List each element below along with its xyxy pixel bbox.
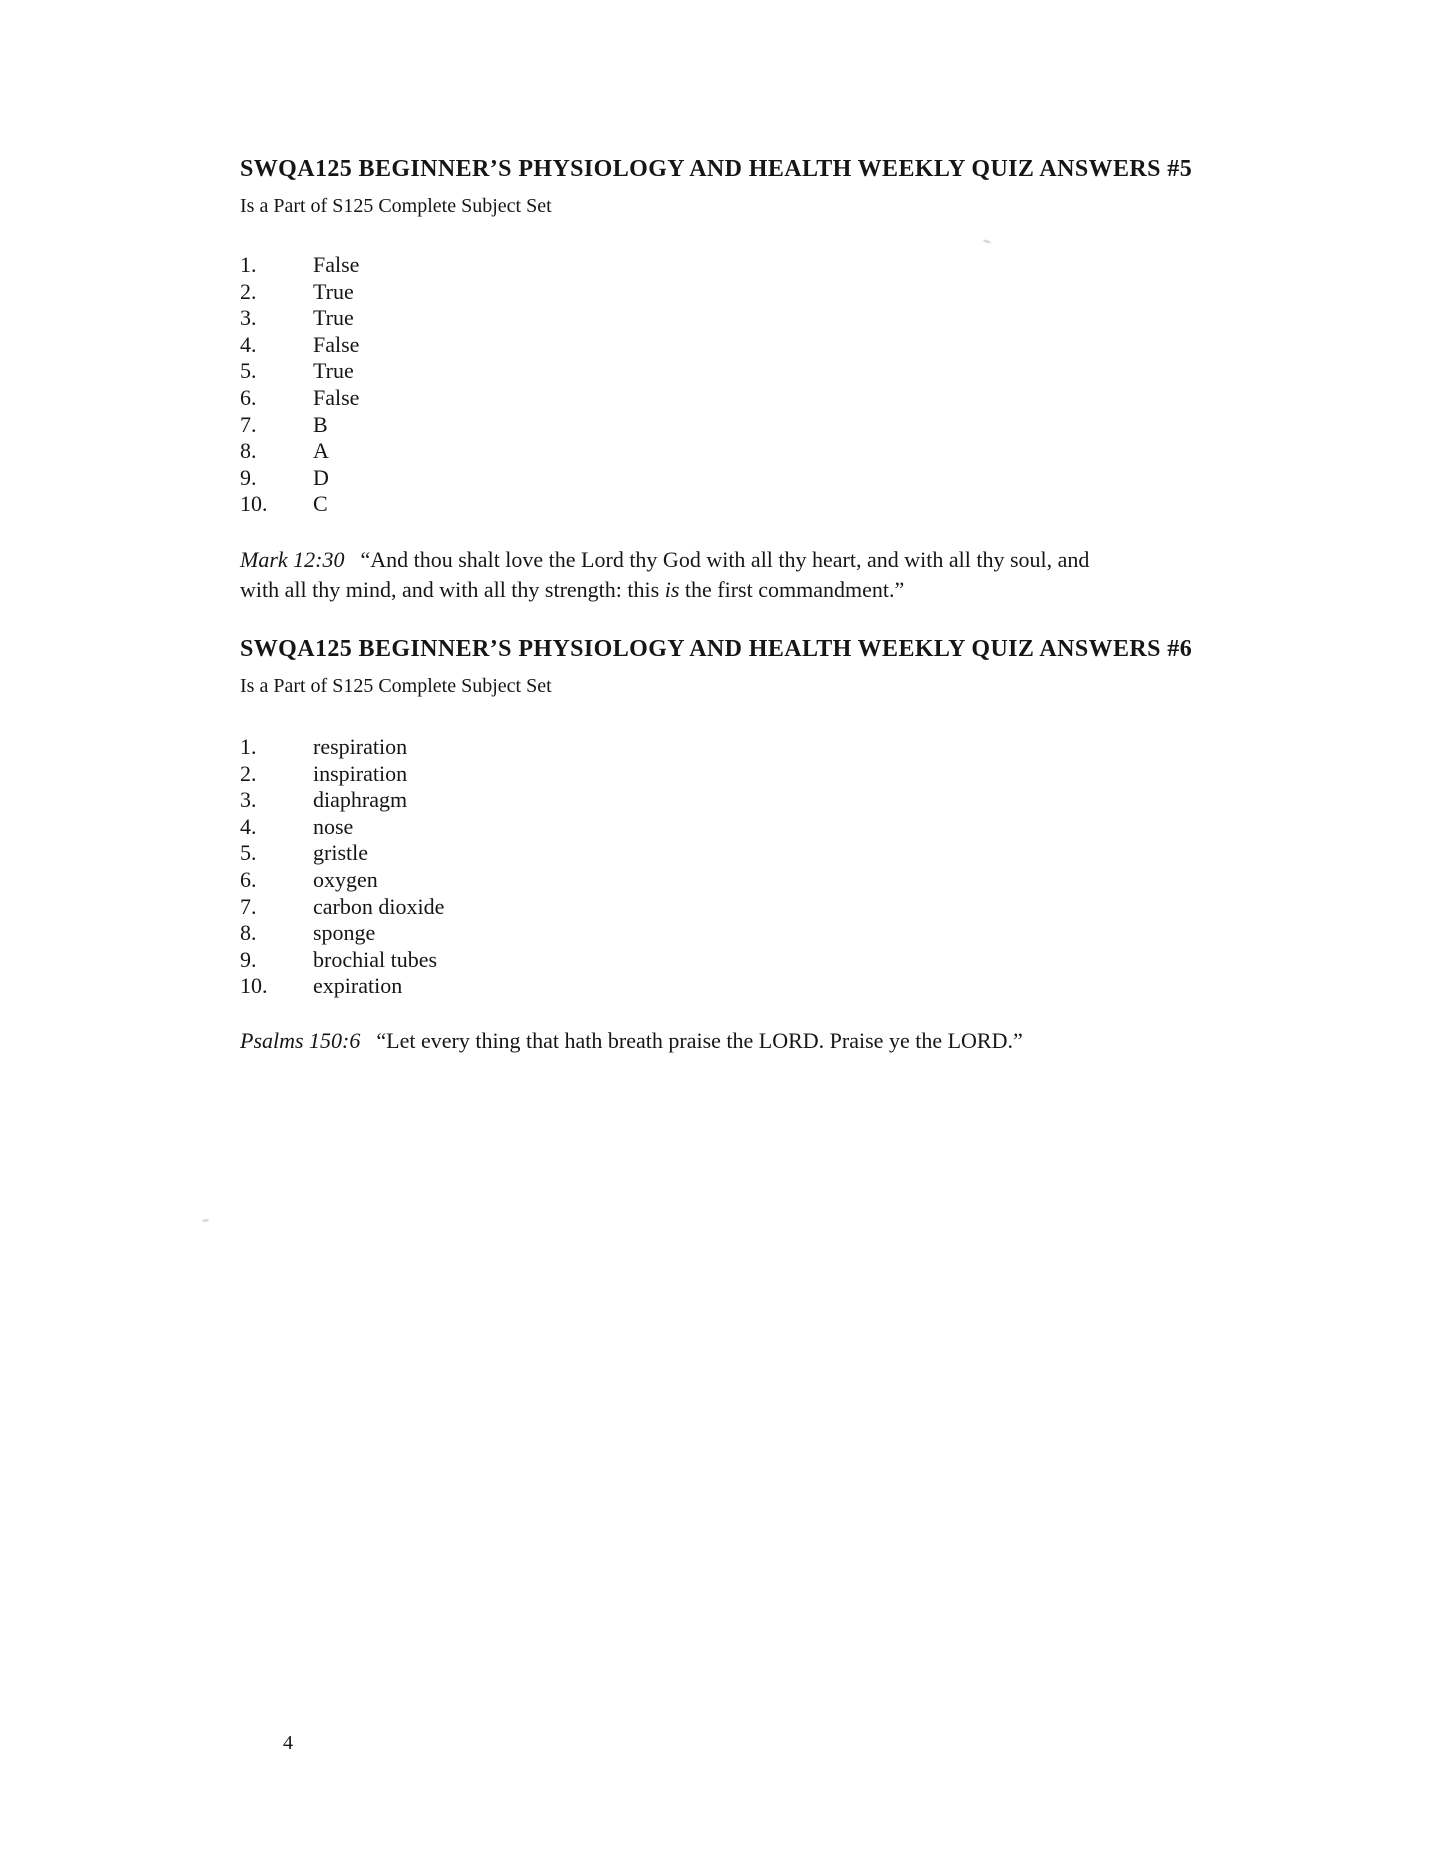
answer-row xyxy=(240,840,444,867)
answer-row xyxy=(240,973,444,1000)
answer-text: False xyxy=(313,331,360,357)
section-1-header xyxy=(240,155,1192,218)
answer-number: 7. xyxy=(240,893,257,919)
answer-text: True xyxy=(313,305,354,331)
answer-row xyxy=(240,734,444,761)
answer-text: oxygen xyxy=(313,866,378,892)
answer-row xyxy=(240,465,359,492)
answer-text: diaphragm xyxy=(313,787,408,813)
section-2-title: SWQA125 BEGINNER’S PHYSIOLOGY AND HEALTH WEEKLY QUIZ ANSWERS #6 xyxy=(240,636,1193,662)
answer-text: A xyxy=(313,438,329,464)
answer-number: 7. xyxy=(240,411,257,437)
answer-row xyxy=(240,305,359,332)
verse-reference: Psalms 150:6 xyxy=(240,1028,361,1053)
answer-row xyxy=(240,358,359,385)
section-2-answer-list xyxy=(240,734,444,1000)
answer-number: 10. xyxy=(240,973,268,999)
answer-row xyxy=(240,867,444,894)
answer-row xyxy=(240,761,444,788)
answer-row xyxy=(240,412,359,439)
answer-number: 2. xyxy=(240,760,257,786)
answer-text: nose xyxy=(313,813,354,839)
answer-number: 4. xyxy=(240,331,257,357)
answer-text: False xyxy=(313,252,360,277)
verse-text-line2-end: the first commandment.” xyxy=(679,577,905,602)
answer-row xyxy=(240,385,359,412)
answer-number: 3. xyxy=(240,787,257,813)
answer-text: sponge xyxy=(313,920,376,946)
answer-text: D xyxy=(313,464,329,490)
answer-text: expiration xyxy=(313,973,403,999)
answer-number: 9. xyxy=(240,464,257,490)
answer-row xyxy=(240,814,444,841)
answer-number: 3. xyxy=(240,305,257,331)
section-1-title: SWQA125 BEGINNER’S PHYSIOLOGY AND HEALTH WEEKLY QUIZ ANSWERS #5 xyxy=(240,156,1193,182)
verse-text-line2: with all thy mind, and with all thy strength: this xyxy=(240,577,665,602)
verse-psalms-150-6 xyxy=(240,1026,1170,1056)
section-1-subtitle: Is a Part of S125 Complete Subject Set xyxy=(240,195,552,217)
answer-number: 6. xyxy=(240,866,257,892)
answer-row xyxy=(240,787,444,814)
answer-text: inspiration xyxy=(313,760,408,786)
answer-row xyxy=(240,279,359,306)
answer-number: 9. xyxy=(240,946,257,972)
answer-row xyxy=(240,894,444,921)
scan-artifact xyxy=(983,239,992,244)
answer-number: 4. xyxy=(240,813,257,839)
answer-text: respiration xyxy=(313,734,408,759)
verse-italic-word: is xyxy=(664,577,680,602)
answer-number: 6. xyxy=(240,384,257,410)
answer-row xyxy=(240,332,359,359)
answer-row xyxy=(240,438,359,465)
answer-number: 5. xyxy=(240,358,257,384)
answer-row xyxy=(240,252,359,279)
verse-text-line1: “And thou shalt love the Lord thy God with all thy heart, and with all thy soul, and xyxy=(360,547,1090,572)
answer-text: C xyxy=(313,491,328,517)
answer-text: True xyxy=(313,358,354,384)
answer-text: carbon dioxide xyxy=(313,893,445,919)
page-number: 4 xyxy=(283,1732,293,1754)
answer-number: 8. xyxy=(240,920,257,946)
answer-number: 1. xyxy=(240,734,257,759)
verse-reference: Mark 12:30 xyxy=(240,547,345,572)
answer-number: 2. xyxy=(240,278,257,304)
scan-artifact xyxy=(202,1218,209,1222)
answer-number: 10. xyxy=(240,491,268,517)
answer-row xyxy=(240,491,359,518)
answer-text: gristle xyxy=(313,840,368,866)
verse-text: “Let every thing that hath breath praise the LORD. Praise ye the LORD.” xyxy=(376,1028,1023,1053)
section-2-header xyxy=(240,635,1192,698)
answer-number: 8. xyxy=(240,438,257,464)
answer-number: 5. xyxy=(240,840,257,866)
answer-text: B xyxy=(313,411,328,437)
verse-mark-12-30 xyxy=(240,545,1170,605)
answer-text: brochial tubes xyxy=(313,946,438,972)
section-2-subtitle: Is a Part of S125 Complete Subject Set xyxy=(240,675,552,697)
answer-row xyxy=(240,947,444,974)
answer-text: False xyxy=(313,384,360,410)
section-1-answer-list xyxy=(240,252,359,518)
answer-row xyxy=(240,920,444,947)
answer-text: True xyxy=(313,278,354,304)
answer-number: 1. xyxy=(240,252,257,277)
